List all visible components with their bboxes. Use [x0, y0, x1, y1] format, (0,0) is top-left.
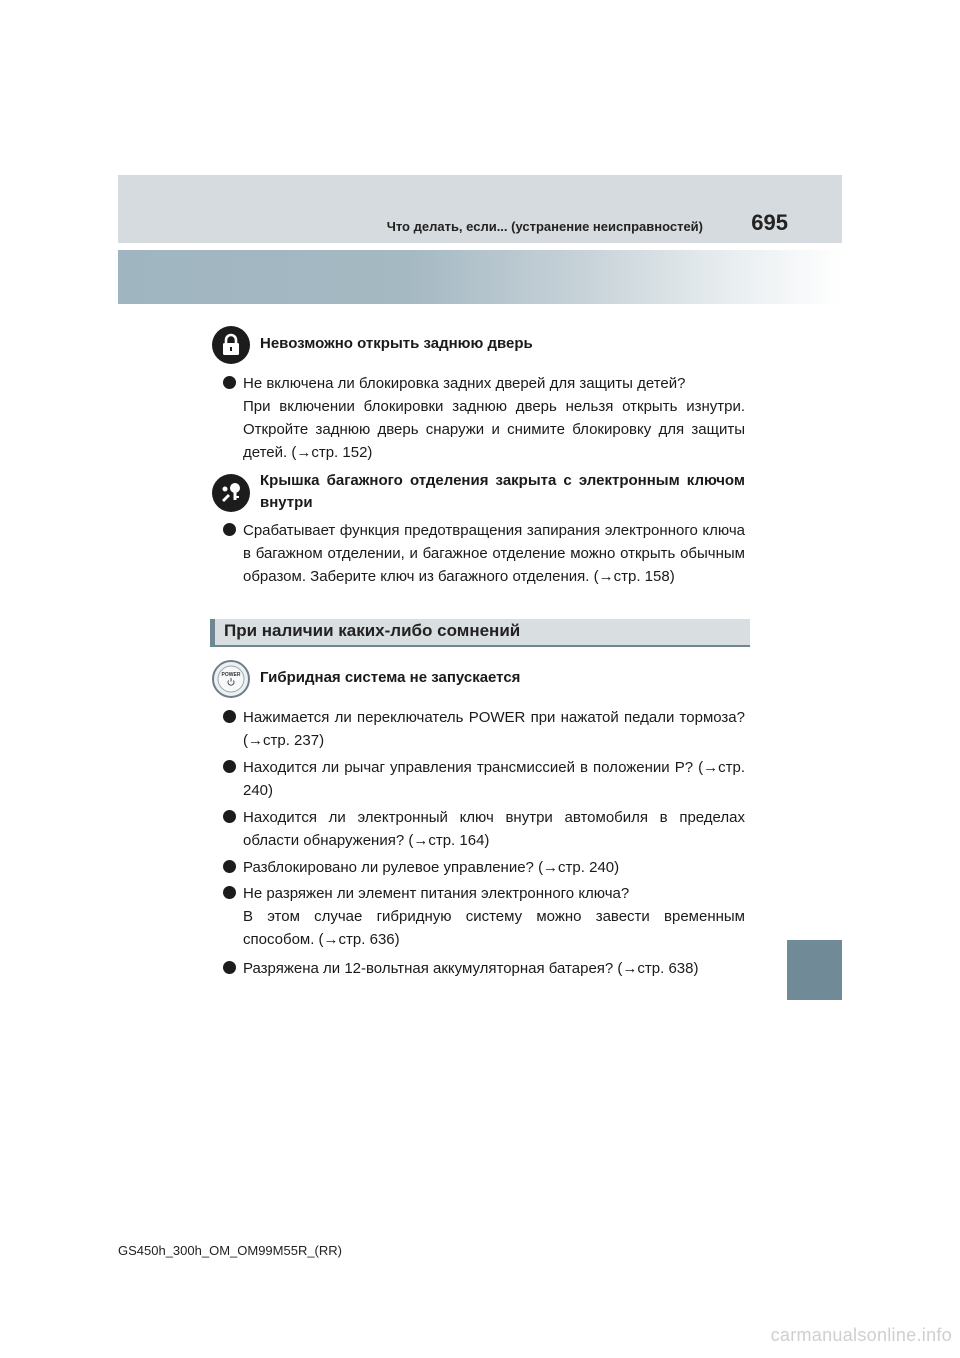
chapter-title: Что делать, если... (устранение неисправностей) — [386, 219, 703, 234]
bullet-text: Разряжена ли 12-вольтная аккумуляторная батарея? (→стр. 638) — [243, 960, 699, 977]
bullet-text: Находится ли рычаг управления трансмиссией в положении P? (→стр. 240) — [243, 759, 745, 799]
page-number: 695 — [751, 210, 788, 235]
bullet-text: Нажимается ли переключатель POWER при нажатой педали тормоза? (→стр. 237) — [243, 709, 745, 749]
bullet-text: Не разряжен ли элемент питания электронного ключа? — [243, 885, 630, 902]
bullet-text-continued: При включении блокировки заднюю дверь нельзя открыть изнутри. Откройте заднюю дверь снаружи и снимите блокировку для защиты детей. (→стр. 152) — [243, 398, 745, 461]
bullet-text: Находится ли электронный ключ внутри автомобиля в пределах области обнаружения? (→стр. 164) — [243, 809, 745, 849]
list-item — [243, 706, 745, 752]
section-title: При наличии каких-либо сомнений — [224, 621, 521, 640]
bullet-dot — [223, 710, 236, 723]
trunk-heading: Крышка багажного отделения закрыта с электронным ключом внутри — [260, 472, 745, 511]
list-item — [243, 372, 745, 464]
bullet-text: Срабатывает функция предотвращения запирания электронного ключа в багажном отделении, и багажное отделение можно открыть обычным образом. Заберите ключ из багажного отделения. (→стр. 158) — [243, 522, 745, 585]
bullet-dot — [223, 376, 236, 389]
watermark: carmanualsonline.info — [770, 1325, 952, 1345]
list-item — [243, 856, 745, 879]
list-item — [243, 957, 745, 980]
section-header — [210, 619, 750, 647]
list-item — [243, 519, 745, 588]
lock-icon — [212, 326, 250, 364]
list-item — [243, 756, 745, 802]
power-button-icon — [212, 660, 250, 698]
bullet-dot — [223, 860, 236, 873]
bullet-dot — [223, 961, 236, 974]
bullet-dot — [223, 810, 236, 823]
key-icon — [212, 474, 250, 512]
chapter-side-tab — [787, 940, 842, 1000]
bullet-text: Не включена ли блокировка задних дверей для защиты детей? — [243, 375, 686, 392]
power-icon-label: POWER — [221, 672, 241, 678]
header-gradient-bar — [118, 250, 842, 304]
bullet-dot — [223, 760, 236, 773]
document-code: GS450h_300h_OM_OM99M55R_(RR) — [118, 1243, 342, 1258]
hybrid-heading: Гибридная система не запускается — [260, 669, 521, 686]
section-accent — [210, 619, 215, 647]
rear-door-heading: Невозможно открыть заднюю дверь — [260, 335, 533, 352]
bullet-dot — [223, 523, 236, 536]
bullet-dot — [223, 886, 236, 899]
list-item — [243, 882, 745, 951]
list-item — [243, 806, 745, 852]
bullet-text-continued: В этом случае гибридную систему можно завести временным способом. (→стр. 636) — [243, 908, 745, 948]
bullet-text: Разблокировано ли рулевое управление? (→стр. 240) — [243, 859, 620, 876]
